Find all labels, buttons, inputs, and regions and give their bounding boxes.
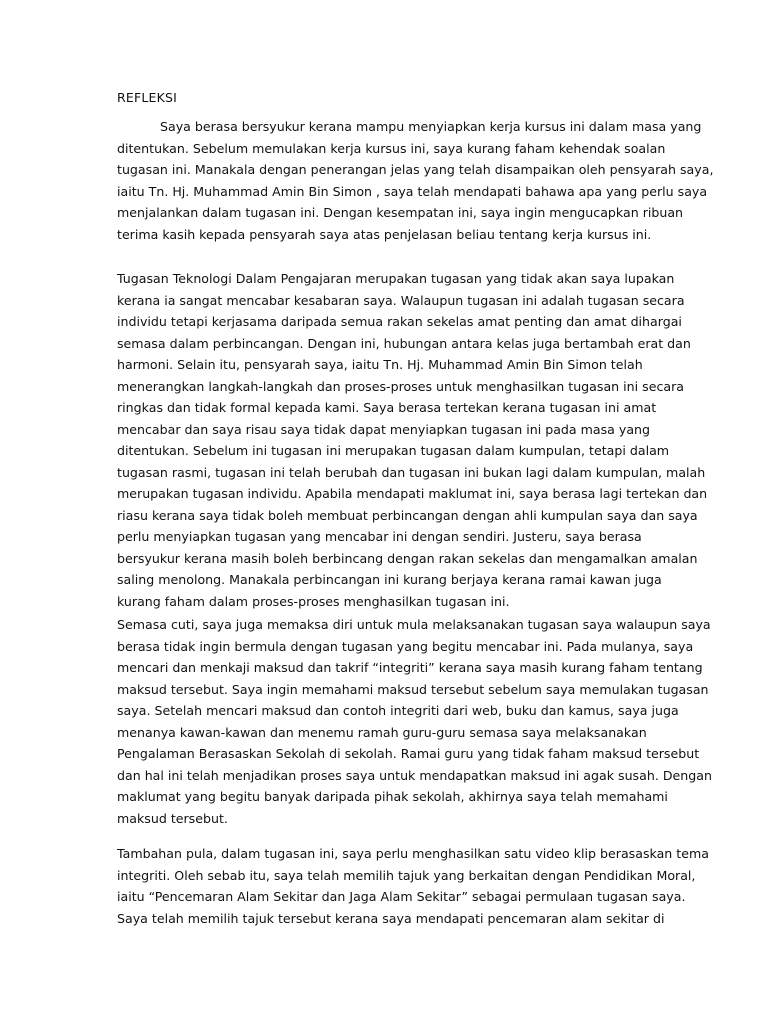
text-line: menerangkan langkah-langkah dan proses-proses untuk menghasilkan tugasan ini secara [117,378,684,394]
document-title: REFLEKSI [117,90,178,105]
text-line: menjalankan dalam tugasan ini. Dengan kesempatan ini, saya ingin mengucapkan ribuan [117,205,684,220]
paragraph-video-clip [117,843,709,929]
text-line: Pengalaman Berasaskan Sekolah di sekolah. Ramai guru yang tidak faham maksud tersebut [117,746,700,761]
text-line: kerana ia sangat mencabar kesabaran saya. Walaupun tugasan ini adalah tugasan secara [117,292,685,308]
text-line: tugasan ini. Manakala dengan penerangan jelas yang telah disampaikan oleh pensyarah saya, [117,162,714,177]
text-line: semasa dalam perbincangan. Dengan ini, hubungan antara kelas juga bertambah erat dan [117,335,691,351]
text-line: berasa tidak ingin bermula dengan tugasan yang begitu mencabar ini. Pada mulanya, saya [117,638,694,654]
text-line: maksud tersebut. Saya ingin memahami maksud tersebut sebelum saya memulakan tugasan [117,681,709,697]
text-line: individu tetapi kerjasama daripada semua rakan sekelas amat penting dan amat dihargai [117,314,682,329]
text-line: menanya kawan-kawan dan menemu ramah guru-guru semasa saya melaksanakan [117,724,647,740]
paragraph-gratitude [117,116,714,245]
paragraph-assignment-challenge [117,268,708,612]
text-line: ditentukan. Sebelum memulakan kerja kursus ini, saya kurang faham kehendak soalan [117,140,666,156]
text-line: bersyukur kerana masih boleh berbincang dengan rakan sekelas dan mengamalkan amalan [117,550,698,566]
text-line: harmoni. Selain itu, pensyarah saya, iaitu Tn. Hj. Muhammad Amin Bin Simon telah [117,357,643,372]
text-line: mencabar dan saya risau saya tidak dapat menyiapkan tugasan ini pada masa yang [117,421,651,437]
text-line: Saya telah memilih tajuk tersebut kerana saya mendapati pencemaran alam sekitar di [117,910,665,926]
text-line: saya. Setelah mencari maksud dan contoh integriti dari web, buku dan kamus, saya juga [117,703,679,718]
text-line: ringkas dan tidak formal kepada kami. Saya berasa tertekan kerana tugasan ini amat [117,400,657,415]
text-line: maksud tersebut. [117,810,228,826]
text-line: mencari dan menkaji maksud dan takrif “integriti” kerana saya masih kurang faham tentang [117,660,703,675]
text-line: riasu kerana saya tidak boleh membuat perbincangan dengan ahli kumpulan saya dan saya [117,507,698,523]
text-line: Saya berasa bersyukur kerana mampu menyiapkan kerja kursus ini dalam masa yang [160,119,702,134]
text-line: dan hal ini telah menjadikan proses saya untuk mendapatkan maksud ini agak susah. Dengan [117,767,712,783]
text-line: kurang faham dalam proses-proses menghasilkan tugasan ini. [117,593,510,609]
text-line: Tambahan pula, dalam tugasan ini, saya perlu menghasilkan satu video klip berasaskan tema [117,846,709,861]
text-line: tugasan rasmi, tugasan ini telah berubah dan tugasan ini bukan lagi dalam kumpulan, malah [117,464,706,480]
text-line: perlu menyiapkan tugasan yang mencabar ini dengan sendiri. Justeru, saya berasa [117,529,642,544]
paragraph-holiday-research [117,614,712,829]
text-line: Tugasan Teknologi Dalam Pengajaran merupakan tugasan yang tidak akan saya lupakan [117,271,675,286]
text-line: Semasa cuti, saya juga memaksa diri untuk mula melaksanakan tugasan saya walaupun saya [117,617,711,632]
text-line: iaitu Tn. Hj. Muhammad Amin Bin Simon , saya telah mendapati bahawa apa yang perlu saya [117,183,708,199]
text-line: terima kasih kepada pensyarah saya atas penjelasan beliau tentang kerja kursus ini. [117,226,652,242]
text-line: integriti. Oleh sebab itu, saya telah memilih tajuk yang berkaitan dengan Pendidikan Moral, [117,867,696,883]
text-line: iaitu “Pencemaran Alam Sekitar dan Jaga Alam Sekitar” sebagai permulaan tugasan saya. [117,889,686,904]
text-line: maklumat yang begitu banyak daripada pihak sekolah, akhirnya saya telah memahami [117,789,668,804]
text-line: ditentukan. Sebelum ini tugasan ini merupakan tugasan dalam kumpulan, tetapi dalam [117,443,670,458]
text-line: merupakan tugasan individu. Apabila mendapati maklumat ini, saya berasa lagi tertekan dan [117,486,708,501]
text-line: saling menolong. Manakala perbincangan ini kurang berjaya kerana ramai kawan juga [117,572,662,587]
